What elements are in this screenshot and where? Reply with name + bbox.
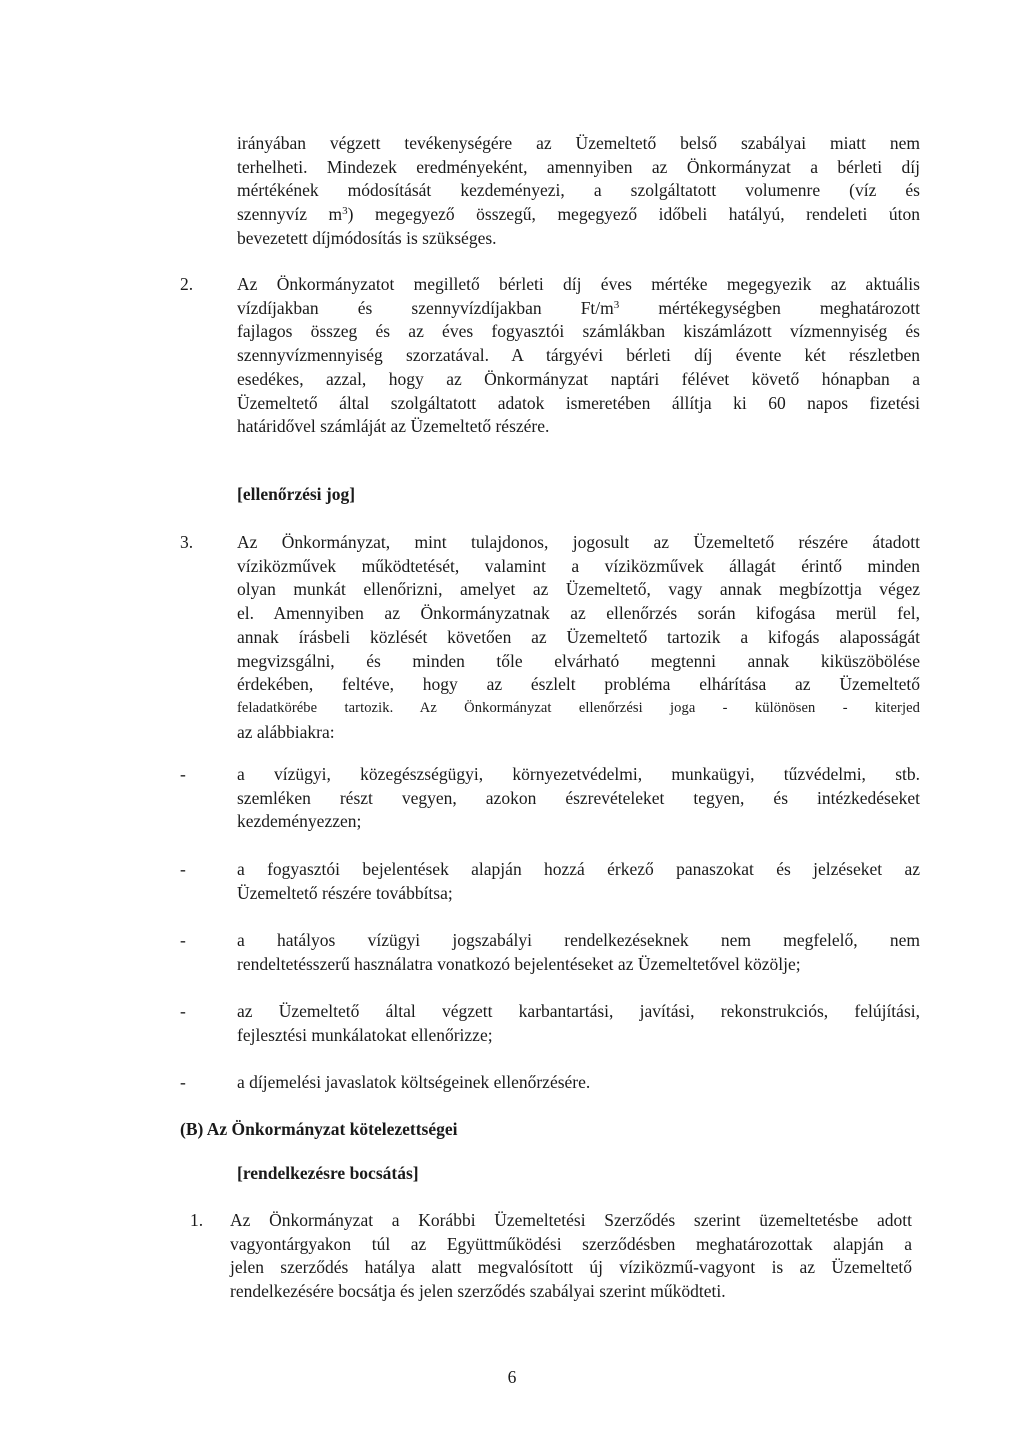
text-line: Üzemeltető által szolgáltatott adatok ismeretében állítja ki 60 napos fizetési xyxy=(237,392,920,413)
item-2-paragraph xyxy=(237,273,920,439)
item-b1-paragraph xyxy=(230,1209,912,1304)
subheading-ellenorzesi-jog: [ellenőrzési jog] xyxy=(237,484,356,504)
text-line: fajlagos összeg és az éves fogyasztói számlákban kiszámlázott vízmennyiség és xyxy=(237,321,920,342)
text-line: irányában végzett tevékenységére az Üzemeltető belső szabályai miatt nem xyxy=(237,133,920,153)
text-line: rendeltetésszerű használatra vonatkozó bejelentéseket az Üzemeltetővel közölje; xyxy=(237,953,801,974)
text-line: szemléken részt vegyen, azokon észrevételeket tegyen, és intézkedéseket xyxy=(237,787,920,808)
text-line: a díjemelési javaslatok költségeinek ellenőrzésére. xyxy=(237,1072,591,1092)
text-line: mértékének módosítását kezdeményezi, a szolgáltatott volumenre (víz és xyxy=(237,180,920,201)
text-line: annak írásbeli közlését követően az Üzemeltető tartozik a kifogás alaposságát xyxy=(237,626,920,647)
section-b-title: (B) Az Önkormányzat kötelezettségei xyxy=(180,1119,458,1139)
bullet-dash: - xyxy=(180,930,186,950)
bullet-dash: - xyxy=(180,1001,186,1021)
bullet-item xyxy=(237,929,920,976)
text-line: szennyvízmennyiség szorzatával. A tárgyévi bérleti díj évente két részletben xyxy=(237,345,920,366)
text-line: Üzemeltető részére továbbítsa; xyxy=(237,882,453,903)
continuation-paragraph xyxy=(237,132,920,251)
text-line: fejlesztési munkálatokat ellenőrizze; xyxy=(237,1024,493,1045)
bullet-item xyxy=(237,763,920,834)
text-line xyxy=(237,297,920,321)
text-line: Az Önkormányzat, mint tulajdonos, jogosult az Üzemeltető részére átadott xyxy=(237,532,920,552)
text-line: Az Önkormányzat a Korábbi Üzemeltetési Szerződés szerint üzemeltetésbe adott xyxy=(230,1210,912,1230)
text-line: feladatkörébe tartozik. Az Önkormányzat ellenőrzési joga - különösen - kiterjed xyxy=(237,699,920,716)
item-number: 2. xyxy=(180,274,194,294)
text-fragment: vízdíjakban és szennyvízdíjakban Ft/m xyxy=(237,297,614,318)
text-fragment: ) megegyező összegű, megegyező időbeli hatályú, rendeleti úton xyxy=(347,204,920,225)
text-line: terhelheti. Mindezek eredményeként, amennyiben az Önkormányzat a bérleti díj xyxy=(237,156,920,177)
text-line: víziközművek működtetését, valamint a víziközművek állagát érintő minden xyxy=(237,555,920,576)
text-line: Az Önkormányzatot megillető bérleti díj éves mértéke megegyezik az aktuális xyxy=(237,274,920,294)
text-line: rendelkezésére bocsátja és jelen szerződés szabályai szerint működteti. xyxy=(230,1281,726,1302)
superscript: 3 xyxy=(342,205,348,218)
bullet-item xyxy=(237,1071,920,1095)
text-line: a vízügyi, közegészségügyi, környezetvédelmi, munkaügyi, tűzvédelmi, stb. xyxy=(237,764,920,784)
bullet-dash: - xyxy=(180,1072,186,1092)
text-line: a hatályos vízügyi jogszabályi rendelkezéseknek nem megfelelő, nem xyxy=(237,930,920,950)
superscript: 3 xyxy=(613,298,620,311)
subheading-rendelkezesre-bocsatas: [rendelkezésre bocsátás] xyxy=(237,1163,419,1183)
text-line: a fogyasztói bejelentések alapján hozzá érkező panaszokat és jelzéseket az xyxy=(237,859,920,879)
text-fragment: mértékegységben meghatározott xyxy=(619,297,920,318)
page-number: 6 xyxy=(507,1367,517,1387)
bullet-item xyxy=(237,1000,920,1047)
item-number: 1. xyxy=(190,1210,204,1230)
text-line: az alábbiakra: xyxy=(237,721,335,742)
text-line: el. Amennyiben az Önkormányzatnak az ellenőrzés során kifogása merül fel, xyxy=(237,603,920,624)
item-number: 3. xyxy=(180,532,194,552)
text-line: esedékes, azzal, hogy az Önkormányzat naptári félévet követő hónapban a xyxy=(237,368,920,389)
text-line: vagyontárgyakon túl az Együttműködési szerződésben meghatározottak alapján a xyxy=(230,1233,912,1254)
text-line: kezdeményezzen; xyxy=(237,811,362,832)
text-line: az Üzemeltető által végzett karbantartási, javítási, rekonstrukciós, felújítási, xyxy=(237,1001,920,1021)
text-line: olyan munkát ellenőrizni, amelyet az Üzemeltető, vagy annak megbízottja végez xyxy=(237,579,920,600)
bullet-dash: - xyxy=(180,859,186,879)
text-line: érdekében, feltéve, hogy az észlelt probléma elhárítása az Üzemeltető xyxy=(237,674,920,695)
item-3-paragraph xyxy=(237,531,920,744)
text-line: bevezetett díjmódosítás is szükséges. xyxy=(237,227,497,248)
text-line: jelen szerződés hatálya alatt megvalósított új víziközmű-vagyont is az Üzemeltető xyxy=(230,1257,912,1278)
text-line xyxy=(237,203,920,227)
bullet-dash: - xyxy=(180,764,186,784)
bullet-item xyxy=(237,858,920,905)
text-line: megvizsgálni, és minden tőle elvárható megtenni annak kiküszöbölése xyxy=(237,650,920,671)
text-line: határidővel számláját az Üzemeltető részére. xyxy=(237,416,550,437)
text-fragment: szennyvíz m xyxy=(237,204,343,225)
